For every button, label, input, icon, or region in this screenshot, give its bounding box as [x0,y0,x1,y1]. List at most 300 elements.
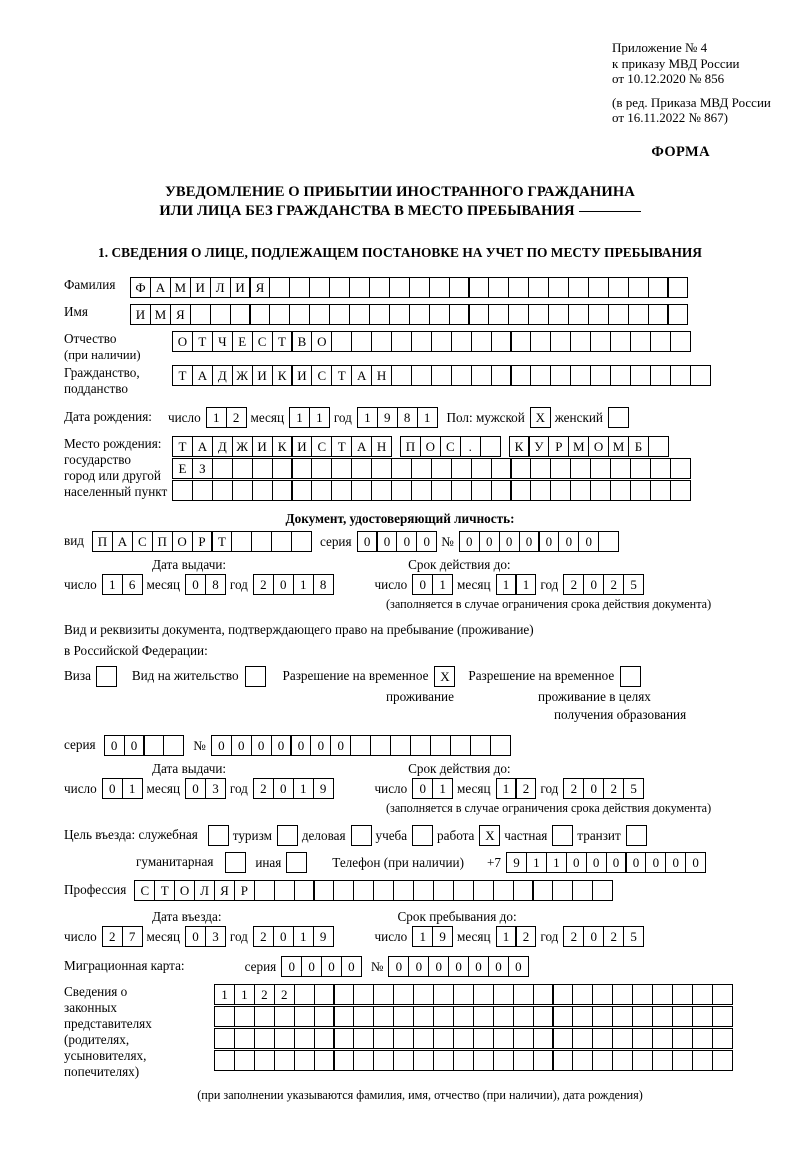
char-cell[interactable] [214,1006,235,1027]
char-cell[interactable] [413,984,434,1005]
char-cell[interactable] [451,331,472,352]
char-cell[interactable]: 2 [274,984,295,1005]
char-cell[interactable] [208,825,229,846]
char-cell[interactable] [331,458,352,479]
char-cell[interactable]: 0 [211,735,232,756]
char-cell[interactable] [274,1006,295,1027]
char-cell[interactable] [333,1006,354,1027]
char-cell[interactable] [652,984,673,1005]
char-cell[interactable] [433,1006,454,1027]
char-cell[interactable]: 0 [310,735,331,756]
char-cell[interactable]: 7 [122,926,143,947]
char-cell[interactable] [410,735,431,756]
char-cell[interactable]: А [112,531,133,552]
char-cell[interactable] [610,458,631,479]
char-cell[interactable] [650,480,671,501]
char-cell[interactable] [373,880,394,901]
char-cell[interactable]: 0 [519,531,540,552]
char-cell[interactable] [210,304,231,325]
char-cell[interactable]: 1 [122,778,143,799]
visa-checkbox[interactable] [96,666,116,687]
char-cell[interactable] [630,331,651,352]
patronymic-input[interactable] [172,331,690,352]
char-cell[interactable] [552,1006,573,1027]
char-cell[interactable]: А [192,436,213,457]
char-cell[interactable]: И [230,277,251,298]
char-cell[interactable]: 9 [432,926,453,947]
char-cell[interactable]: Ф [130,277,151,298]
char-cell[interactable]: 0 [412,574,433,595]
char-cell[interactable] [271,531,292,552]
char-cell[interactable] [670,458,691,479]
char-cell[interactable] [96,666,117,687]
char-cell[interactable] [433,1028,454,1049]
char-cell[interactable] [530,458,551,479]
char-cell[interactable]: Р [192,531,213,552]
char-cell[interactable]: 1 [496,778,517,799]
char-cell[interactable] [533,1050,554,1071]
char-cell[interactable] [490,735,511,756]
char-cell[interactable]: 0 [185,778,206,799]
char-cell[interactable]: 1 [102,574,123,595]
char-cell[interactable]: 0 [301,956,322,977]
char-cell[interactable] [450,735,471,756]
char-cell[interactable] [470,735,491,756]
char-cell[interactable]: А [192,365,213,386]
stay-valid-year-input[interactable] [563,778,643,799]
char-cell[interactable] [225,852,246,873]
char-cell[interactable]: С [132,531,153,552]
identity-valid-year-input[interactable] [563,574,643,595]
char-cell[interactable] [309,277,330,298]
char-cell[interactable] [712,1006,733,1027]
char-cell[interactable] [254,1028,275,1049]
stay-doc-series-input[interactable] [104,735,184,756]
char-cell[interactable]: К [272,365,293,386]
char-cell[interactable] [294,1050,315,1071]
char-cell[interactable]: 0 [665,852,686,873]
char-cell[interactable] [530,331,551,352]
char-cell[interactable] [451,365,472,386]
char-cell[interactable]: Л [210,277,231,298]
char-cell[interactable]: 5 [623,926,644,947]
char-cell[interactable] [493,880,514,901]
char-cell[interactable] [552,880,573,901]
char-cell[interactable]: Т [272,331,293,352]
char-cell[interactable] [254,1006,275,1027]
char-cell[interactable]: Ж [232,365,253,386]
char-cell[interactable]: О [420,436,441,457]
char-cell[interactable] [350,735,371,756]
char-cell[interactable] [493,984,514,1005]
char-cell[interactable] [231,531,252,552]
char-cell[interactable] [413,1050,434,1071]
char-cell[interactable] [232,480,253,501]
char-cell[interactable] [433,1050,454,1071]
stay-doc-number-input[interactable] [211,735,510,756]
char-cell[interactable]: 2 [253,778,274,799]
stay-until-month-input[interactable] [496,926,536,947]
char-cell[interactable]: 0 [102,778,123,799]
char-cell[interactable] [430,735,451,756]
char-cell[interactable] [473,1006,494,1027]
char-cell[interactable]: П [152,531,173,552]
char-cell[interactable]: 2 [253,574,274,595]
char-cell[interactable] [294,880,315,901]
char-cell[interactable]: 0 [273,574,294,595]
char-cell[interactable] [289,277,310,298]
char-cell[interactable]: Я [214,880,235,901]
char-cell[interactable]: Р [234,880,255,901]
char-cell[interactable] [532,880,553,901]
char-cell[interactable] [471,480,492,501]
char-cell[interactable]: 8 [313,574,334,595]
char-cell[interactable]: Т [211,531,232,552]
name-input[interactable] [130,304,687,325]
char-cell[interactable] [552,984,573,1005]
char-cell[interactable] [331,480,352,501]
char-cell[interactable] [314,984,335,1005]
char-cell[interactable]: 0 [625,852,646,873]
char-cell[interactable] [491,331,512,352]
char-cell[interactable]: 0 [586,852,607,873]
legal-reps-input-row-2[interactable] [214,1006,732,1027]
char-cell[interactable] [269,277,290,298]
char-cell[interactable] [451,458,472,479]
char-cell[interactable] [712,1050,733,1071]
char-cell[interactable] [652,1006,673,1027]
char-cell[interactable] [672,984,693,1005]
char-cell[interactable]: Е [172,458,193,479]
char-cell[interactable]: 8 [205,574,226,595]
char-cell[interactable] [533,1028,554,1049]
char-cell[interactable]: И [252,365,273,386]
char-cell[interactable] [570,458,591,479]
purpose-private-checkbox[interactable] [552,825,572,846]
char-cell[interactable]: У [528,436,549,457]
sex-female-checkbox[interactable] [608,407,628,428]
char-cell[interactable] [598,531,619,552]
identity-issue-day-input[interactable] [102,574,142,595]
purpose-service-checkbox[interactable] [208,825,228,846]
char-cell[interactable] [353,880,374,901]
char-cell[interactable] [592,1028,613,1049]
char-cell[interactable] [373,1050,394,1071]
char-cell[interactable] [251,531,272,552]
char-cell[interactable] [572,984,593,1005]
char-cell[interactable] [353,1006,374,1027]
char-cell[interactable] [493,1006,514,1027]
char-cell[interactable] [570,365,591,386]
char-cell[interactable] [670,365,691,386]
char-cell[interactable]: Я [249,277,270,298]
char-cell[interactable] [393,1028,414,1049]
char-cell[interactable]: Н [371,436,392,457]
char-cell[interactable] [610,480,631,501]
char-cell[interactable]: 0 [578,531,599,552]
char-cell[interactable] [667,304,688,325]
char-cell[interactable] [468,304,489,325]
char-cell[interactable] [369,277,390,298]
char-cell[interactable] [333,1028,354,1049]
char-cell[interactable]: 0 [416,531,437,552]
char-cell[interactable] [333,1050,354,1071]
birth-place-city-input-part2[interactable] [509,436,668,457]
char-cell[interactable]: 0 [583,926,604,947]
char-cell[interactable] [648,304,669,325]
char-cell[interactable] [513,1050,534,1071]
char-cell[interactable] [491,480,512,501]
char-cell[interactable] [389,277,410,298]
char-cell[interactable] [592,984,613,1005]
char-cell[interactable]: 2 [226,407,247,428]
char-cell[interactable] [451,480,472,501]
char-cell[interactable]: 2 [563,778,584,799]
char-cell[interactable] [568,277,589,298]
char-cell[interactable] [493,1050,514,1071]
char-cell[interactable]: И [291,436,312,457]
char-cell[interactable] [249,304,270,325]
char-cell[interactable] [530,480,551,501]
char-cell[interactable]: 2 [102,926,123,947]
char-cell[interactable] [234,1028,255,1049]
stay-issue-day-input[interactable] [102,778,142,799]
char-cell[interactable]: Т [331,436,352,457]
char-cell[interactable]: 1 [432,778,453,799]
char-cell[interactable] [530,365,551,386]
surname-input[interactable] [130,277,687,298]
char-cell[interactable] [429,304,450,325]
char-cell[interactable] [692,984,713,1005]
char-cell[interactable] [413,1006,434,1027]
char-cell[interactable] [632,984,653,1005]
entry-year-input[interactable] [253,926,333,947]
char-cell[interactable] [488,277,509,298]
char-cell[interactable] [214,1050,235,1071]
birth-place-city-input-part1[interactable] [400,436,500,457]
char-cell[interactable] [409,277,430,298]
char-cell[interactable] [393,1050,414,1071]
purpose-humanitarian-checkbox[interactable] [225,852,245,873]
stay-valid-month-input[interactable] [496,778,536,799]
char-cell[interactable] [550,480,571,501]
char-cell[interactable] [411,331,432,352]
char-cell[interactable]: 0 [408,956,429,977]
char-cell[interactable]: О [172,531,193,552]
char-cell[interactable] [610,331,631,352]
char-cell[interactable] [612,1006,633,1027]
char-cell[interactable]: 1 [526,852,547,873]
char-cell[interactable]: 0 [412,778,433,799]
char-cell[interactable]: С [252,331,273,352]
char-cell[interactable] [453,1028,474,1049]
char-cell[interactable] [289,304,310,325]
identity-doc-number-input[interactable] [459,531,618,552]
char-cell[interactable] [245,666,266,687]
char-cell[interactable] [163,735,184,756]
char-cell[interactable] [309,304,330,325]
char-cell[interactable] [592,1050,613,1071]
char-cell[interactable]: 0 [231,735,252,756]
char-cell[interactable] [313,880,334,901]
char-cell[interactable]: 1 [234,984,255,1005]
char-cell[interactable] [449,277,470,298]
char-cell[interactable] [513,1006,534,1027]
char-cell[interactable] [274,1050,295,1071]
char-cell[interactable] [480,436,501,457]
entry-month-input[interactable] [185,926,225,947]
birth-place-city-input-row2[interactable] [172,458,690,479]
char-cell[interactable] [314,1028,335,1049]
char-cell[interactable]: С [311,365,332,386]
char-cell[interactable]: 2 [603,778,624,799]
char-cell[interactable] [550,331,571,352]
char-cell[interactable] [568,304,589,325]
char-cell[interactable] [590,365,611,386]
char-cell[interactable]: Т [192,331,213,352]
char-cell[interactable] [412,825,433,846]
char-cell[interactable] [648,277,669,298]
char-cell[interactable] [453,880,474,901]
char-cell[interactable]: 5 [623,574,644,595]
char-cell[interactable] [333,880,354,901]
char-cell[interactable]: 0 [508,956,529,977]
birth-year-input[interactable] [357,407,437,428]
char-cell[interactable] [550,458,571,479]
char-cell[interactable] [548,304,569,325]
char-cell[interactable]: Я [170,304,191,325]
char-cell[interactable] [274,880,295,901]
char-cell[interactable] [373,1028,394,1049]
char-cell[interactable] [692,1006,713,1027]
char-cell[interactable] [269,304,290,325]
char-cell[interactable] [351,331,372,352]
char-cell[interactable]: 6 [122,574,143,595]
char-cell[interactable]: 0 [124,735,145,756]
char-cell[interactable] [272,480,293,501]
char-cell[interactable] [373,984,394,1005]
char-cell[interactable]: 0 [606,852,627,873]
char-cell[interactable] [533,1006,554,1027]
char-cell[interactable] [431,480,452,501]
char-cell[interactable]: Т [172,436,193,457]
char-cell[interactable] [513,880,534,901]
char-cell[interactable] [391,458,412,479]
residence-permit-checkbox[interactable] [245,666,265,687]
char-cell[interactable] [329,277,350,298]
char-cell[interactable] [349,277,370,298]
char-cell[interactable] [628,304,649,325]
char-cell[interactable] [513,984,534,1005]
char-cell[interactable] [592,880,613,901]
char-cell[interactable] [630,365,651,386]
char-cell[interactable]: 0 [357,531,378,552]
char-cell[interactable] [592,1006,613,1027]
char-cell[interactable] [277,825,298,846]
char-cell[interactable]: 1 [496,574,517,595]
char-cell[interactable] [192,480,213,501]
char-cell[interactable]: Х [530,407,551,428]
char-cell[interactable]: К [509,436,530,457]
char-cell[interactable] [294,1006,315,1027]
char-cell[interactable]: 0 [488,956,509,977]
char-cell[interactable]: 0 [558,531,579,552]
char-cell[interactable]: И [291,365,312,386]
char-cell[interactable]: 0 [448,956,469,977]
char-cell[interactable]: Д [212,436,233,457]
char-cell[interactable]: 0 [271,735,292,756]
identity-doc-type-input[interactable] [92,531,311,552]
char-cell[interactable] [314,1006,335,1027]
stay-issue-year-input[interactable] [253,778,333,799]
char-cell[interactable]: 0 [290,735,311,756]
char-cell[interactable]: С [311,436,332,457]
char-cell[interactable]: 2 [515,926,536,947]
char-cell[interactable] [351,458,372,479]
purpose-transit-checkbox[interactable] [626,825,646,846]
identity-valid-month-input[interactable] [496,574,536,595]
char-cell[interactable] [612,984,633,1005]
char-cell[interactable]: 0 [185,926,206,947]
char-cell[interactable] [650,458,671,479]
char-cell[interactable]: Е [232,331,253,352]
purpose-business-checkbox[interactable] [351,825,371,846]
char-cell[interactable]: 1 [412,926,433,947]
purpose-study-checkbox[interactable] [412,825,432,846]
char-cell[interactable] [314,1050,335,1071]
char-cell[interactable] [493,1028,514,1049]
char-cell[interactable] [620,666,641,687]
char-cell[interactable]: М [170,277,191,298]
char-cell[interactable]: 2 [254,984,275,1005]
identity-issue-month-input[interactable] [185,574,225,595]
char-cell[interactable]: 0 [273,926,294,947]
char-cell[interactable] [351,825,372,846]
char-cell[interactable] [331,331,352,352]
char-cell[interactable]: С [440,436,461,457]
char-cell[interactable] [254,880,275,901]
char-cell[interactable] [473,984,494,1005]
char-cell[interactable] [670,331,691,352]
char-cell[interactable] [650,331,671,352]
char-cell[interactable]: 0 [341,956,362,977]
char-cell[interactable]: К [272,436,293,457]
char-cell[interactable] [353,984,374,1005]
char-cell[interactable]: 0 [499,531,520,552]
char-cell[interactable] [570,331,591,352]
stay-until-year-input[interactable] [563,926,643,947]
char-cell[interactable] [453,1006,474,1027]
char-cell[interactable]: 1 [289,407,310,428]
char-cell[interactable] [508,277,529,298]
char-cell[interactable] [630,480,651,501]
char-cell[interactable]: 1 [293,778,314,799]
char-cell[interactable]: 0 [583,778,604,799]
char-cell[interactable]: 0 [330,735,351,756]
char-cell[interactable]: О [311,331,332,352]
char-cell[interactable] [610,365,631,386]
char-cell[interactable] [588,304,609,325]
char-cell[interactable] [652,1028,673,1049]
char-cell[interactable] [369,304,390,325]
char-cell[interactable]: 9 [377,407,398,428]
char-cell[interactable] [650,365,671,386]
char-cell[interactable] [510,458,531,479]
char-cell[interactable]: 9 [313,926,334,947]
char-cell[interactable]: 0 [459,531,480,552]
char-cell[interactable] [572,1006,593,1027]
char-cell[interactable] [471,365,492,386]
